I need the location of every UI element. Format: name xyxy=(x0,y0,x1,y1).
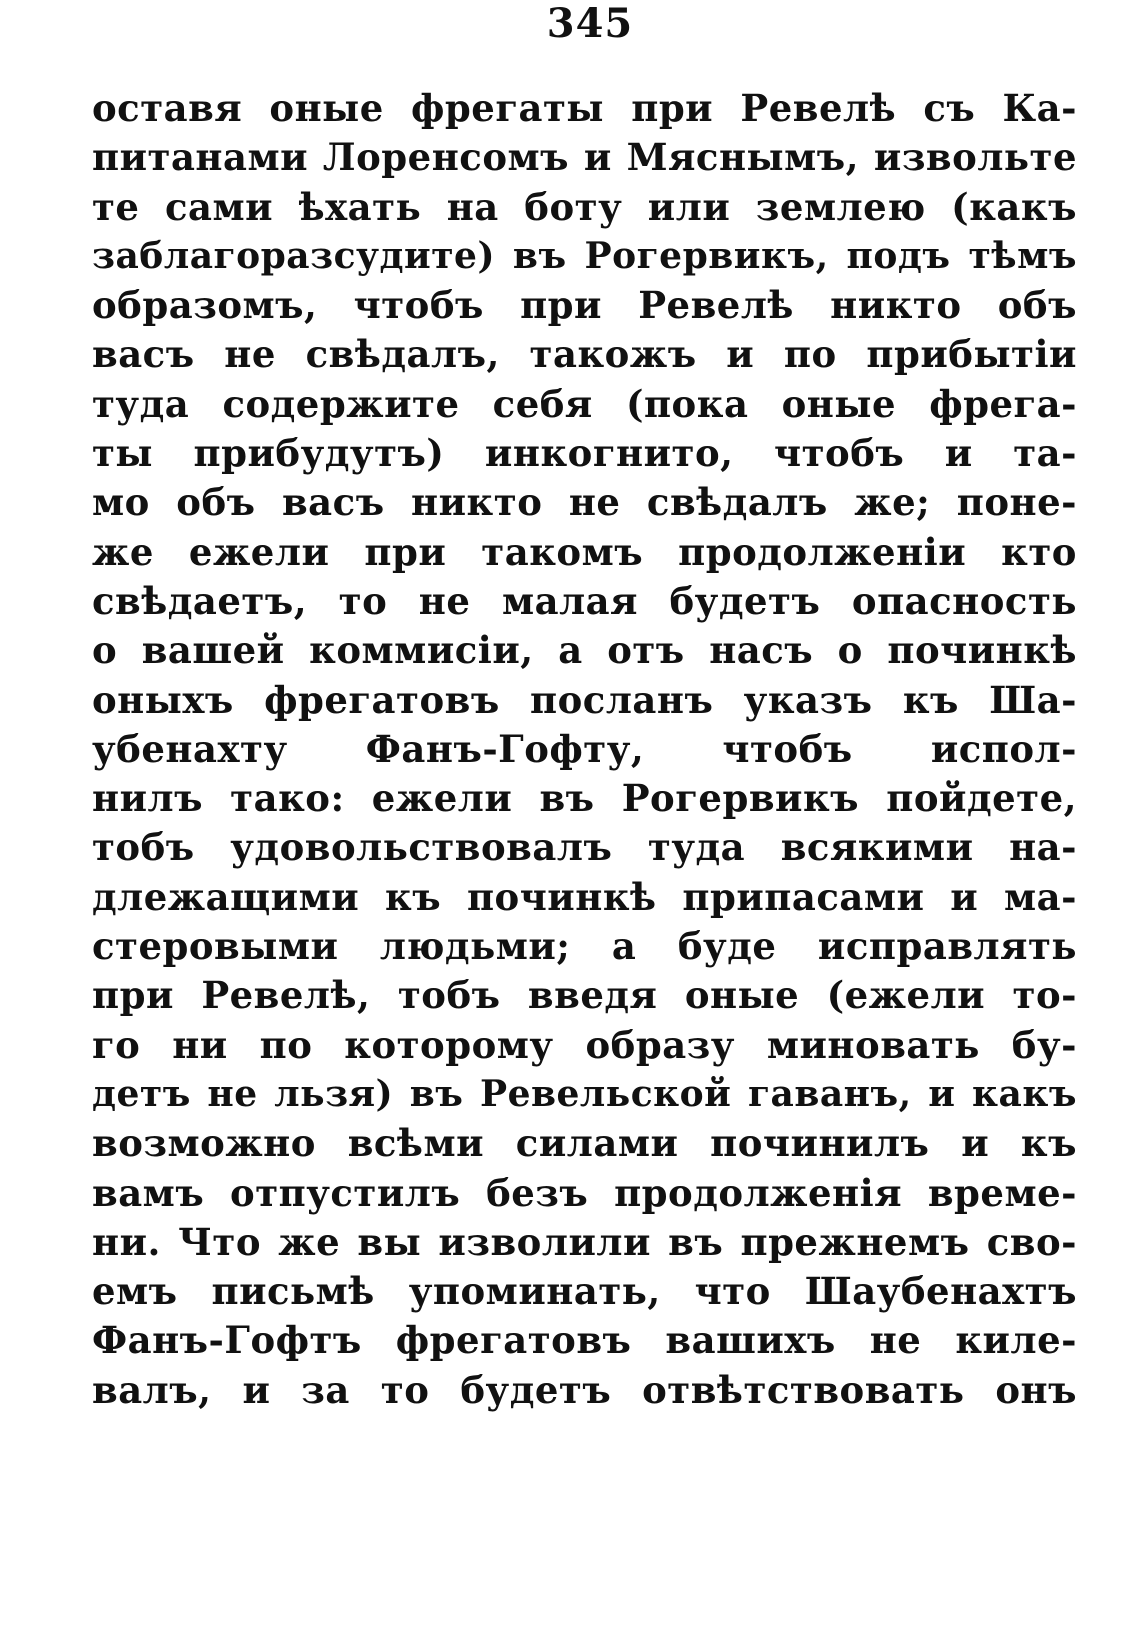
text-line: мо объ васъ никто не свѣдалъ же; поне- xyxy=(92,480,1077,525)
text-line: длежащими къ починкѣ припасами и ма- xyxy=(92,874,1077,919)
text-line: ты прибудутъ) инкогнито, чтобъ и та- xyxy=(92,431,1077,476)
text-line: возможно всѣми силами починилъ и къ xyxy=(92,1121,1077,1166)
text-line: го ни по которому образу миновать бу- xyxy=(92,1022,1077,1067)
text-line: же ежели при такомъ продолженіи кто xyxy=(92,529,1077,574)
text-line: туда содержите себя (пока оные фрега- xyxy=(92,381,1077,426)
text-line: валъ, и за то будетъ отвѣтствовать онъ xyxy=(92,1367,1077,1412)
text-line: о вашей коммисіи, а отъ насъ о починкѣ xyxy=(92,628,1077,673)
text-line: при Ревелѣ, тобъ введя оные (ежели то- xyxy=(92,973,1077,1018)
text-line: вамъ отпустилъ безъ продолженія време- xyxy=(92,1170,1077,1215)
page-number: 345 xyxy=(546,0,634,47)
text-line: образомъ, чтобъ при Ревелѣ никто объ xyxy=(92,283,1077,328)
text-line: свѣдаетъ, то не малая будетъ опасность xyxy=(92,578,1077,623)
page-body-text xyxy=(92,84,1077,1415)
text-line: емъ письмѣ упоминать, что Шаубенахтъ xyxy=(92,1269,1077,1314)
text-line: тобъ удовольствовалъ туда всякими на- xyxy=(92,825,1077,870)
text-line: ни. Что же вы изволили въ прежнемъ сво- xyxy=(92,1219,1077,1264)
text-line: убенахту Фанъ-Гофту, чтобъ испол- xyxy=(92,726,1077,771)
text-line: те сами ѣхать на боту или землею (какъ xyxy=(92,184,1077,229)
text-line: стеровыми людьми; а буде исправлять xyxy=(92,924,1077,969)
text-line: детъ не льзя) въ Ревельской гаванъ, и какъ xyxy=(92,1072,1077,1115)
text-line: оставя оные фрегаты при Ревелѣ съ Ка- xyxy=(92,86,1077,130)
text-line: васъ не свѣдалъ, такожъ и по прибытіи xyxy=(92,332,1077,377)
text-line: оныхъ фрегатовъ посланъ указъ къ Ша- xyxy=(92,677,1077,722)
text-line: нилъ тако: ежели въ Рогервикъ пойдете, xyxy=(92,776,1077,821)
text-line: Фанъ-Гофтъ фрегатовъ вашихъ не киле- xyxy=(92,1318,1077,1363)
text-line: заблагоразсудите) въ Рогервикъ, подъ тѣмъ xyxy=(92,234,1077,277)
text-line: питанами Лоренсомъ и Мяснымъ, извольте xyxy=(92,135,1077,180)
